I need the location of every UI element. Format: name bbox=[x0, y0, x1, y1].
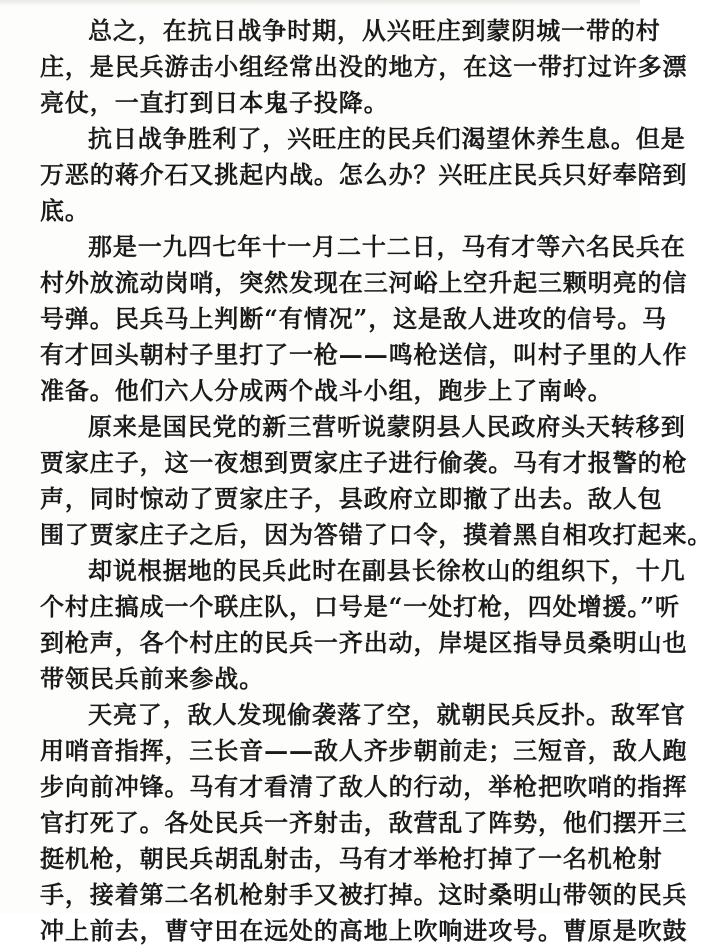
text-line: 官打死了。各处民兵一齐射击，敌营乱了阵势，他们摆开三 bbox=[40, 808, 688, 837]
text-line: 贾家庄子，这一夜想到贾家庄子进行偷袭。马有才报警的枪 bbox=[40, 448, 688, 477]
text-line: 村外放流动岗哨，突然发现在三河峪上空升起三颗明亮的信 bbox=[40, 268, 688, 297]
text-line: 个村庄搞成一个联庄队，口号是“一处打枪，四处增援。”听 bbox=[40, 592, 680, 621]
text-line: 声，同时惊动了贾家庄子，县政府立即撤了出去。敌人包 bbox=[40, 484, 663, 513]
text-line: 那是一九四七年十一月二十二日，马有才等六名民兵在 bbox=[88, 232, 686, 261]
text-line: 抗日战争胜利了，兴旺庄的民兵们渴望休养生息。但是 bbox=[88, 124, 686, 153]
text-line: 挺机枪，朝民兵胡乱射击，马有才举枪打掉了一名机枪射 bbox=[40, 844, 663, 873]
text-line: 原来是国民党的新三营听说蒙阴县人民政府头天转移到 bbox=[88, 412, 686, 441]
text-line: 围了贾家庄子之后，因为答错了口令，摸着黑自相攻打起来。 bbox=[40, 520, 712, 549]
text-line: 步向前冲锋。马有才看清了敌人的行动，举枪把吹哨的指挥 bbox=[40, 772, 688, 801]
text-line: 带领民兵前来参战。 bbox=[40, 664, 265, 693]
text-line: 准备。他们六人分成两个战斗小组，跑步上了南岭。 bbox=[40, 376, 613, 405]
text-line: 底。 bbox=[40, 196, 90, 225]
scan-top-edge bbox=[0, 0, 640, 6]
text-line: 总之，在抗日战争时期，从兴旺庄到蒙阴城一带的村 bbox=[88, 16, 661, 45]
text-line: 却说根据地的民兵此时在副县长徐枚山的组织下，十几 bbox=[88, 556, 686, 585]
text-line: 手，接着第二名机枪射手又被打掉。这时桑明山带领的民兵 bbox=[40, 880, 688, 909]
text-line: 到枪声，各个村庄的民兵一齐出动，岸堤区指导员桑明山也 bbox=[40, 628, 688, 657]
text-line: 庄，是民兵游击小组经常出没的地方，在这一带打过许多漂 bbox=[40, 52, 688, 81]
text-line: 天亮了，敌人发现偷袭落了空，就朝民兵反扑。敌军官 bbox=[88, 700, 686, 729]
text-line: 有才回头朝村子里打了一枪——鸣枪送信，叫村子里的人作 bbox=[40, 340, 688, 369]
text-line: 用哨音指挥，三长音——敌人齐步朝前走；三短音，敌人跑 bbox=[40, 736, 688, 765]
text-line: 万恶的蒋介石又挑起内战。怎么办？兴旺庄民兵只好奉陪到 bbox=[40, 160, 688, 189]
text-line: 亮仗，一直打到日本鬼子投降。 bbox=[40, 88, 389, 117]
text-line: 冲上前去，曹守田在远处的高地上吹响进攻号。曹原是吹鼓 bbox=[40, 916, 688, 945]
text-line: 号弹。民兵马上判断“有情况”，这是敌人进攻的信号。马 bbox=[40, 304, 668, 333]
